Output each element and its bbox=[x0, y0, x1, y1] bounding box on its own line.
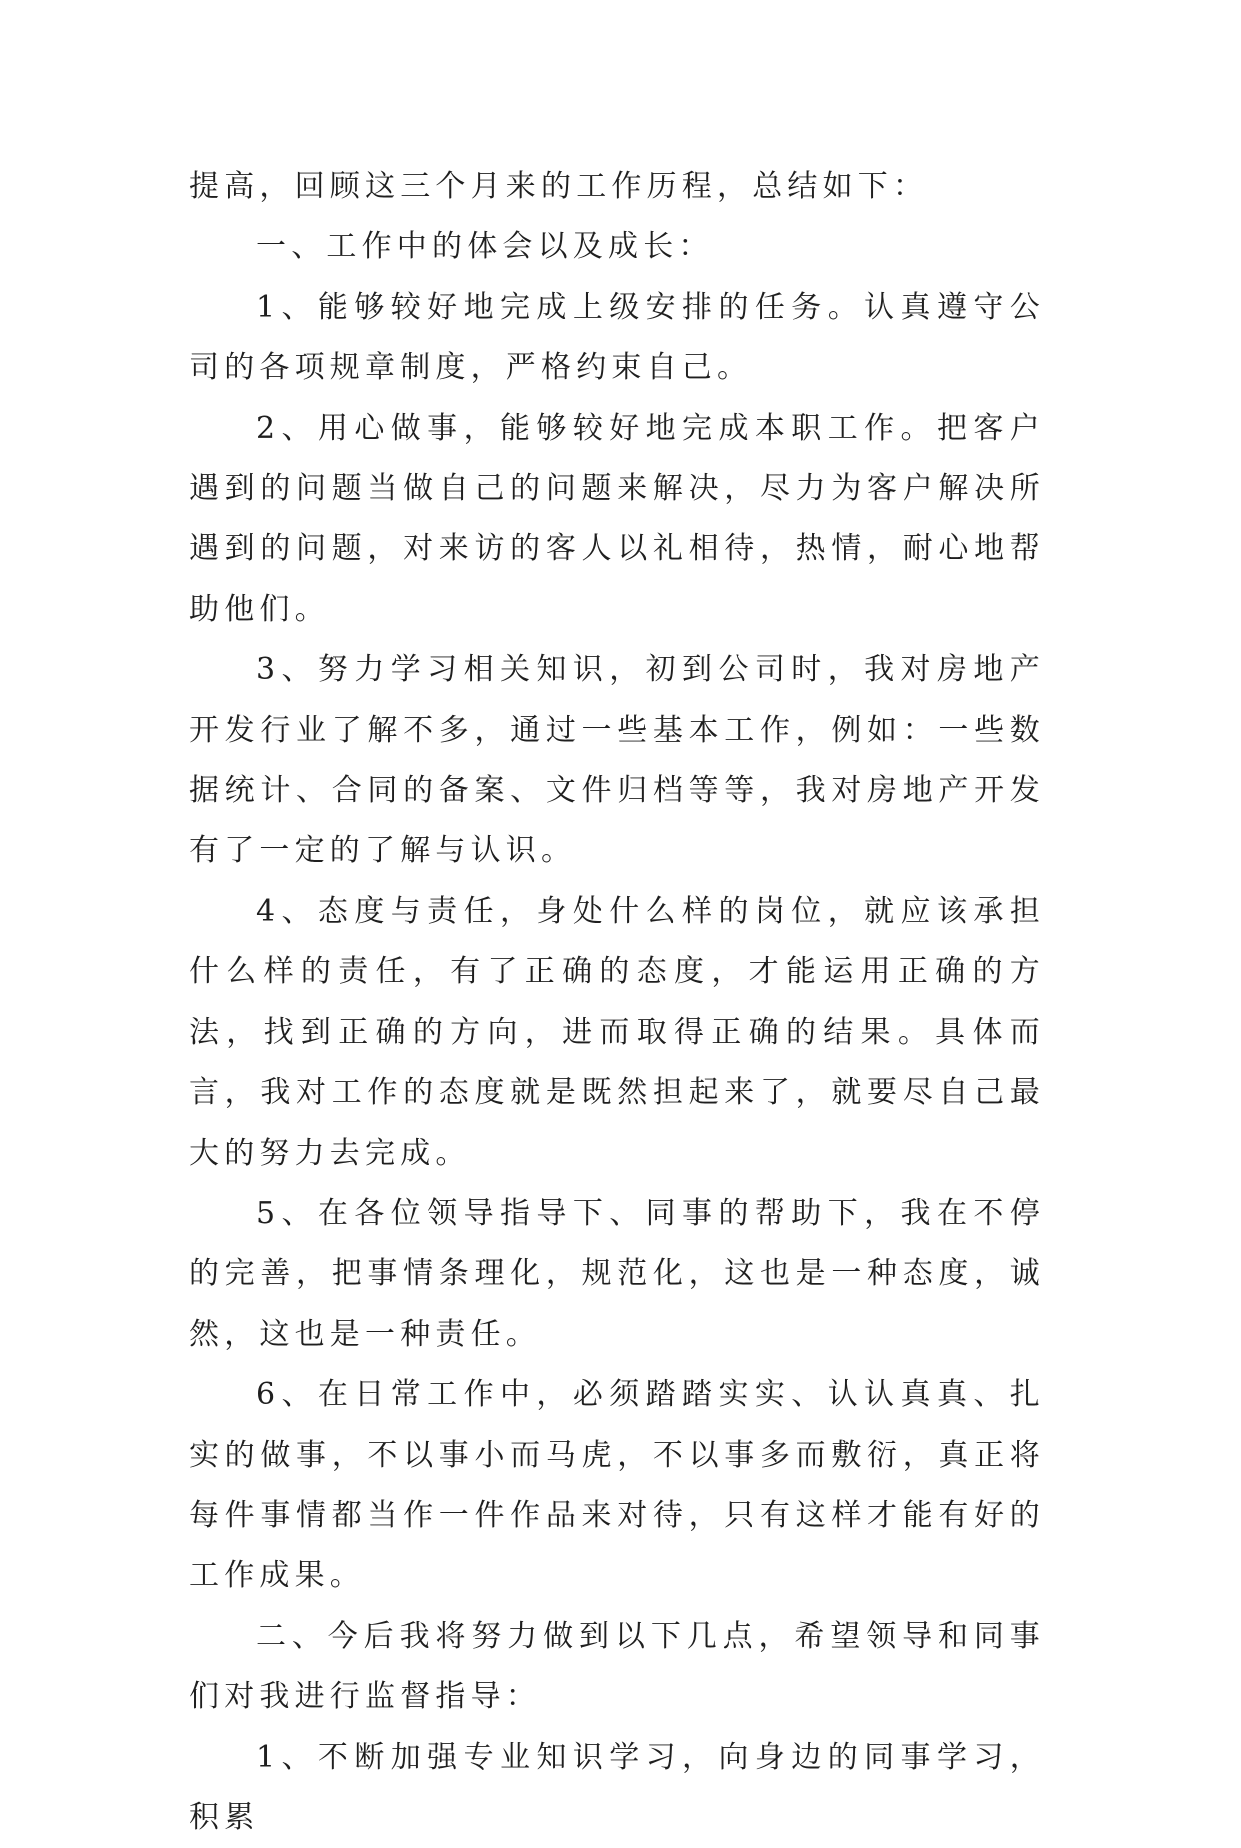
section-heading-future: 二、今后我将努力做到以下几点，希望领导和同事们对我进行监督指导： bbox=[189, 1618, 1045, 1715]
paragraph-item-2: 2、用心做事，能够较好地完成本职工作。把客户遇到的问题当做自己的问题来解决，尽力为客户解决所遇到的问题，对来访的客人以礼相待，热情，耐心地帮助他们。 bbox=[189, 410, 1045, 627]
paragraph-future-item-1: 1、不断加强专业知识学习，向身边的同事学习，积累 bbox=[189, 1739, 1045, 1835]
paragraph-item-6: 6、在日常工作中，必须踏踏实实、认认真真、扎实的做事，不以事小而马虎，不以事多而敷衍，真正将每件事情都当作一件作品来对待，只有这样才能有好的工作成果。 bbox=[189, 1377, 1045, 1594]
paragraph-item-3: 3、努力学习相关知识，初到公司时，我对房地产开发行业了解不多，通过一些基本工作，例如：一些数据统计、合同的备案、文件归档等等，我对房地产开发有了一定的了解与认识。 bbox=[189, 652, 1045, 869]
paragraph-item-5: 5、在各位领导指导下、同事的帮助下，我在不停的完善，把事情条理化，规范化，这也是一种态度，诚然，这也是一种责任。 bbox=[189, 1195, 1045, 1352]
document-body bbox=[189, 157, 1045, 1848]
section-heading-growth: 一、工作中的体会以及成长： bbox=[256, 229, 714, 265]
paragraph-item-1: 1、能够较好地完成上级安排的任务。认真遵守公司的各项规章制度，严格约束自己。 bbox=[189, 289, 1045, 386]
paragraph-item-4: 4、态度与责任，身处什么样的岗位，就应该承担什么样的责任，有了正确的态度，才能运用正确的方法，找到正确的方向，进而取得正确的结果。具体而言，我对工作的态度就是既然担起来了，就要尽自己最大的努力去完成。 bbox=[189, 893, 1045, 1171]
paragraph-intro: 提高，回顾这三个月来的工作历程，总结如下： bbox=[189, 169, 929, 204]
